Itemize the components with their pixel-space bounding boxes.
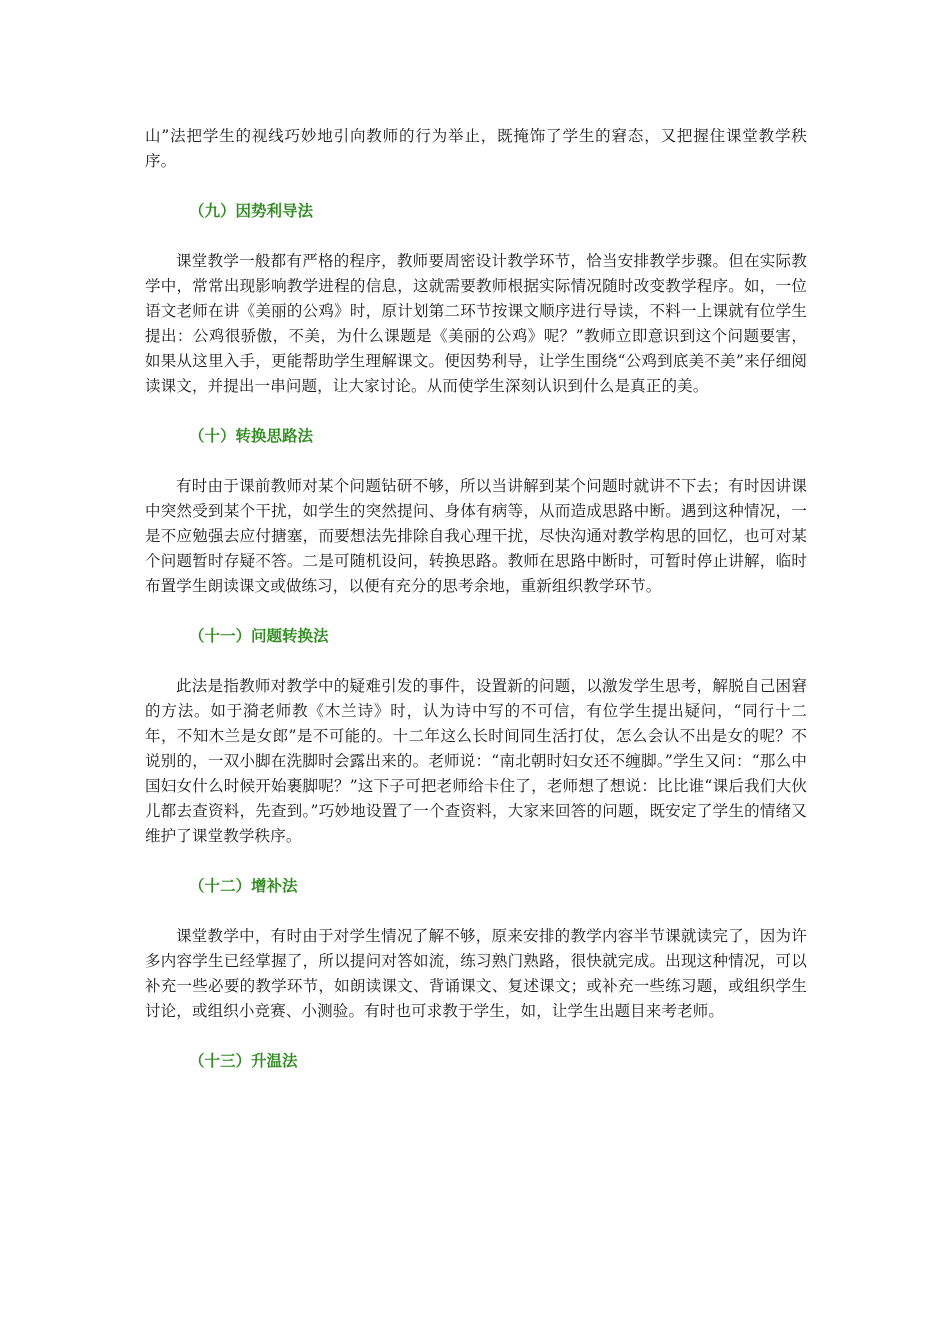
spacer xyxy=(145,174,807,199)
section-heading-9: （九）因势利导法 xyxy=(189,202,314,220)
section-heading-10: （十）转换思路法 xyxy=(189,427,314,445)
spacer xyxy=(145,849,807,874)
section-heading-12: （十二）增补法 xyxy=(189,877,298,895)
section-body-9: 课堂教学一般都有严格的程序，教师要周密设计教学环节，恰当安排教学步骤。但在实际教学中，常常出现影响教学进程的信息，这就需要教师根据实际情况随时改变教学程序。如，一位语文老师在讲《美丽的公鸡》时，原计划第二环节按课文顺序进行导读，不料一上课就有位学生提出：公鸡很骄傲，不美，为什么课题是《美丽的公鸡》呢？”教师立即意识到这个问题要害，如果从这里入手，更能帮助学生理解课文。便因势利导，让学生围绕“公鸡到底美不美”来仔细阅读课文，并提出一串问题，让大家讨论。从而使学生深刻认识到什么是真正的美。 xyxy=(145,252,807,395)
spacer xyxy=(145,224,807,249)
section-heading-13: （十三）升温法 xyxy=(189,1052,298,1070)
paragraph-continuation: 山”法把学生的视线巧妙地引向教师的行为举止，既掩饰了学生的窘态，又把握住课堂教学秩序。 xyxy=(145,127,807,170)
section-body-10: 有时由于课前教师对某个问题钻研不够，所以当讲解到某个问题时就讲不下去；有时因讲课中突然受到某个干扰，如学生的突然提问、身体有病等，从而造成思路中断。遇到这种情况，一是不应勉强去应付搪塞，而要想法先排除自我心理干扰，尽快沟通对教学构思的回忆，也可对某个问题暂时存疑不答。二是可随机设问，转换思路。教师在思路中断时，可暂时停止讲解，临时布置学生朗读课文或做练习，以便有充分的思考余地，重新组织教学环节。 xyxy=(145,477,807,595)
spacer xyxy=(145,1024,807,1049)
spacer xyxy=(145,599,807,624)
section-body-11: 此法是指教师对教学中的疑难引发的事件，设置新的问题，以激发学生思考，解脱自己困窘的方法。如于漪老师教《木兰诗》时，认为诗中写的不可信，有位学生提出疑问，“同行十二年，不知木兰是女郎”是不可能的。十二年这么长时间同生活打仗，怎么会认不出是女的呢？不说别的，一双小脚在洗脚时会露出来的。老师说：“南北朝时妇女还不缠脚。”学生又问：“那么中国妇女什么时候开始裹脚呢？”这下子可把老师给卡住了，老师想了想说：比比谁“课后我们大伙儿都去查资料，先查到。”巧妙地设置了一个查资料，大家来回答的问题，既安定了学生的情绪又维护了课堂教学秩序。 xyxy=(145,677,807,845)
section-heading-11: （十一）问题转换法 xyxy=(189,627,329,645)
spacer xyxy=(145,899,807,924)
section-body-12: 课堂教学中，有时由于对学生情况了解不够，原来安排的教学内容半节课就读完了，因为许多内容学生已经掌握了，所以提问对答如流，练习熟门熟路，很快就完成。出现这种情况，可以补充一些必要的教学环节，如朗读课文、背诵课文、复述课文；或补充一些练习题，或组织学生讨论，或组织小竞赛、小测验。有时也可求教于学生，如，让学生出题目来考老师。 xyxy=(145,927,807,1020)
document-page xyxy=(145,124,807,1074)
spacer xyxy=(145,449,807,474)
spacer xyxy=(145,649,807,674)
spacer xyxy=(145,399,807,424)
